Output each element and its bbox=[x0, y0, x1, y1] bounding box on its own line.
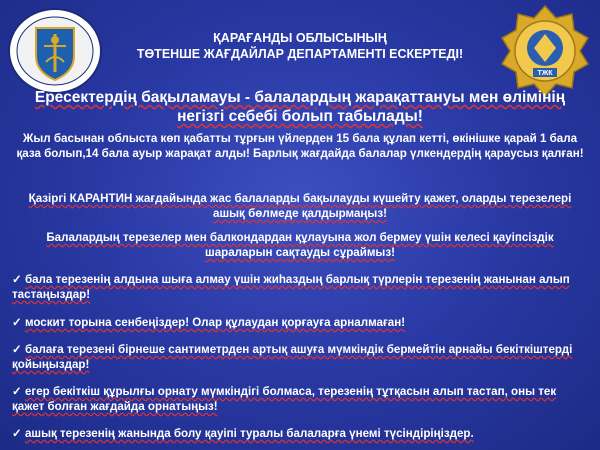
checklist-item-1 bbox=[12, 272, 588, 302]
checklist-text: егер бекіткіш құрылғы орнату мүмкіндігі болмаса, терезенің тұтқасын алып тастап, оны тек қажет болған жағдайда орнатыңыз! bbox=[12, 385, 557, 413]
title-line-1: ҚАРАҒАНДЫ ОБЛЫСЫНЫҢ bbox=[213, 31, 387, 45]
headline-line-2: негізгі себебі болып табылады! bbox=[177, 108, 423, 125]
checklist-item-4 bbox=[12, 384, 588, 414]
checklist-item-3 bbox=[12, 342, 588, 372]
title-line-2: ТӨТЕНШЕ ЖАҒДАЙЛАР ДЕПАРТАМЕНТІ ЕСКЕРТЕДІ! bbox=[136, 47, 464, 61]
check-icon: ✓ bbox=[12, 343, 22, 356]
safety-intro-paragraph bbox=[12, 230, 588, 260]
emblem-label: ТЖК bbox=[537, 70, 553, 77]
check-icon: ✓ bbox=[12, 385, 22, 398]
checklist-text: бала терезенің алдына шыға алмау үшін жиһаздың барлық түрлерін терезенің жанынан алып тастаңыздар! bbox=[12, 273, 570, 301]
checklist-text: ашық терезенің жанында болу қауіпі туралы балаларға үнемі түсіндіріңіздер. bbox=[24, 427, 474, 440]
karaganda-region-emblem bbox=[6, 6, 104, 96]
page-title bbox=[110, 30, 490, 62]
safety-intro-text: Балалардың терезелер мен балкондардан құлауына жол бермеу үшін келесі қауіпсіздік шараларын сақтауды сұраймыз! bbox=[46, 231, 554, 259]
quarantine-paragraph bbox=[12, 191, 588, 221]
check-icon: ✓ bbox=[12, 316, 22, 329]
checklist-item-5 bbox=[12, 426, 588, 441]
quarantine-text: Қазіргі КАРАНТИН жағдайында жас балаларды бақылауды күшейту қажет, оларды терезелері ашық бөлмеде қалдырмаңыз! bbox=[28, 192, 572, 220]
check-icon: ✓ bbox=[12, 427, 22, 440]
statistics-paragraph bbox=[12, 131, 588, 161]
headline-line-1: Ересектердің бақыламауы - балалардың жарақаттануы мен өлімінің bbox=[34, 89, 566, 106]
check-icon: ✓ bbox=[12, 273, 22, 286]
statistics-text: Жыл басынан облыста көп қабатты тұрғын үйлерден 15 бала құлап кетті, өкінішке қарай 1 бала қаза болып,14 бала ауыр жарақат алды! Барлық жағдайда балалар үлкендердің қараусыз қалған! bbox=[16, 132, 584, 160]
headline bbox=[30, 88, 570, 126]
checklist-text: балаға терезені бірнеше сантиметрден артық ашуға мүмкіндік бермейтін арнайы бекіткіштерді қойыңыздар! bbox=[12, 343, 573, 371]
checklist-text: москит торына сенбеңіздер! Олар құлаудан қорғауға арналмаған! bbox=[24, 316, 406, 329]
emergency-department-emblem bbox=[498, 4, 592, 98]
checklist-item-2 bbox=[12, 315, 588, 330]
